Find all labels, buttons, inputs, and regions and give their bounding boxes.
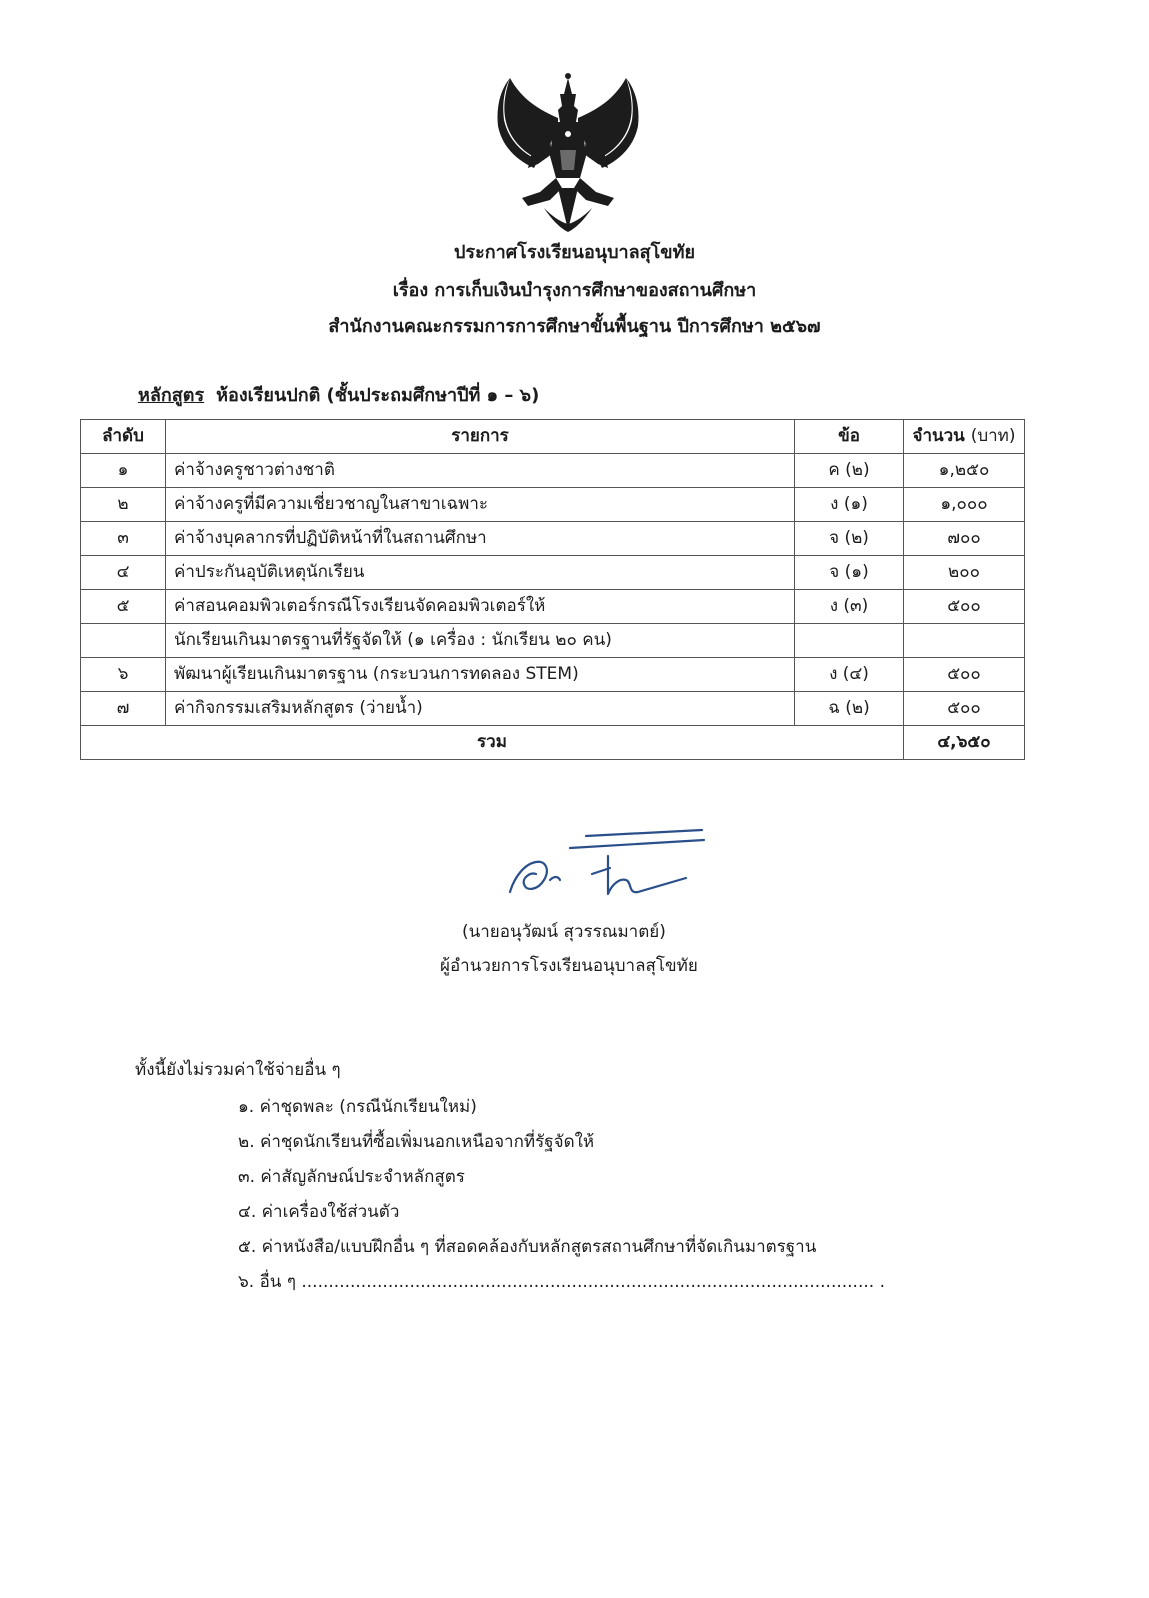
table-header-row xyxy=(81,420,1025,454)
announcement-issuer: ประกาศโรงเรียนอนุบาลสุโขทัย xyxy=(453,242,696,263)
table-row xyxy=(81,454,1025,488)
garuda-emblem-icon xyxy=(488,60,648,235)
notes-heading: ทั้งนี้ยังไม่รวมค่าใช้จ่ายอื่น ๆ xyxy=(135,1060,341,1080)
row-item: ค่าจ้างครูที่มีความเชี่ยวชาญในสาขาเฉพาะ xyxy=(166,488,795,522)
header-no: ลำดับ xyxy=(81,420,166,454)
table-row xyxy=(81,624,1025,658)
row-amount: ๒๐๐ xyxy=(904,556,1025,590)
notes-list xyxy=(238,1090,885,1300)
row-clause: ง (๔) xyxy=(795,658,904,692)
header-amount xyxy=(904,420,1025,454)
course-label: หลักสูตร xyxy=(138,385,205,406)
table-row xyxy=(81,692,1025,726)
announcement-subject: เรื่อง การเก็บเงินบำรุงการศึกษาของสถานศึกษา xyxy=(392,280,757,301)
row-no: ๗ xyxy=(81,692,166,726)
signer-name: (นายอนุวัฒน์ สุวรรณมาตย์) xyxy=(462,922,666,942)
header-item: รายการ xyxy=(166,420,795,454)
header-amount-unit: (บาท) xyxy=(970,426,1016,447)
total-amount: ๔,๖๕๐ xyxy=(904,726,1025,760)
row-item: ค่าสอนคอมพิวเตอร์กรณีโรงเรียนจัดคอมพิวเตอร์ให้ xyxy=(166,590,795,624)
row-amount: ๕๐๐ xyxy=(904,692,1025,726)
row-item: ค่ากิจกรรมเสริมหลักสูตร (ว่ายน้ำ) xyxy=(166,692,795,726)
fee-table xyxy=(80,419,1025,760)
row-item: ค่าจ้างบุคลากรที่ปฏิบัติหน้าที่ในสถานศึกษา xyxy=(166,522,795,556)
row-amount: ๕๐๐ xyxy=(904,658,1025,692)
row-amount: ๑,๒๕๐ xyxy=(904,454,1025,488)
course-line xyxy=(138,380,539,409)
row-clause: ง (๑) xyxy=(795,488,904,522)
row-clause: ฉ (๒) xyxy=(795,692,904,726)
list-item: ๕. ค่าหนังสือ/แบบฝึกอื่น ๆ ที่สอดคล้องกับหลักสูตรสถานศึกษาที่จัดเกินมาตรฐาน xyxy=(238,1237,817,1257)
row-no: ๕ xyxy=(81,590,166,624)
row-no: ๒ xyxy=(81,488,166,522)
row-item: นักเรียนเกินมาตรฐานที่รัฐจัดให้ (๑ เครื่อง : นักเรียน ๒๐ คน) xyxy=(166,624,795,658)
table-row xyxy=(81,658,1025,692)
row-no: ๖ xyxy=(81,658,166,692)
row-item: ค่าจ้างครูชาวต่างชาติ xyxy=(166,454,795,488)
list-item: ๓. ค่าสัญลักษณ์ประจำหลักสูตร xyxy=(238,1167,465,1187)
table-row xyxy=(81,522,1025,556)
signer-position: ผู้อำนวยการโรงเรียนอนุบาลสุโขทัย xyxy=(440,956,698,976)
row-amount xyxy=(904,624,1025,658)
row-amount: ๑,๐๐๐ xyxy=(904,488,1025,522)
row-amount: ๗๐๐ xyxy=(904,522,1025,556)
header-amount-label: จำนวน xyxy=(912,426,965,447)
row-no: ๑ xyxy=(81,454,166,488)
row-no xyxy=(81,624,166,658)
row-item: ค่าประกันอุบัติเหตุนักเรียน xyxy=(166,556,795,590)
signature-icon xyxy=(500,822,720,912)
header-clause: ข้อ xyxy=(795,420,904,454)
total-label: รวม xyxy=(81,726,904,760)
table-total-row xyxy=(81,726,1025,760)
course-value: ห้องเรียนปกติ (ชั้นประถมศึกษาปีที่ ๑ – ๖) xyxy=(216,385,540,406)
row-clause: ค (๒) xyxy=(795,454,904,488)
row-clause: ง (๓) xyxy=(795,590,904,624)
list-item: ๒. ค่าชุดนักเรียนที่ซื้อเพิ่มนอกเหนือจากที่รัฐจัดให้ xyxy=(238,1132,595,1152)
row-clause: จ (๒) xyxy=(795,522,904,556)
list-item: ๖. อื่น ๆ .......................................................................................................... . xyxy=(238,1272,885,1292)
list-item: ๑. ค่าชุดพละ (กรณีนักเรียนใหม่) xyxy=(238,1097,477,1117)
row-clause: จ (๑) xyxy=(795,556,904,590)
table-row xyxy=(81,556,1025,590)
row-item: พัฒนาผู้เรียนเกินมาตรฐาน (กระบวนการทดลอง STEM) xyxy=(166,658,795,692)
row-no: ๔ xyxy=(81,556,166,590)
row-clause xyxy=(795,624,904,658)
table-row xyxy=(81,590,1025,624)
table-row xyxy=(81,488,1025,522)
list-item: ๔. ค่าเครื่องใช้ส่วนตัว xyxy=(238,1202,400,1222)
row-amount: ๕๐๐ xyxy=(904,590,1025,624)
row-no: ๓ xyxy=(81,522,166,556)
announcement-office-year: สำนักงานคณะกรรมการการศึกษาขั้นพื้นฐาน ปีการศึกษา ๒๕๖๗ xyxy=(328,316,821,337)
